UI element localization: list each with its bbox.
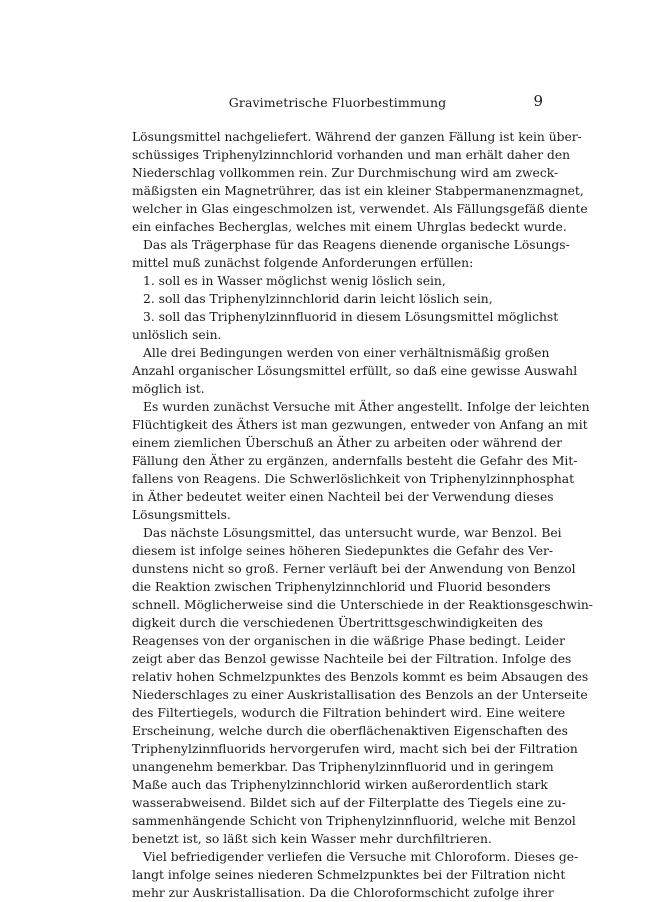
text-line: Flüchtigkeit des Äthers ist man gezwungen, entweder von Anfang an mit bbox=[132, 418, 588, 432]
list-item: 2. soll das Triphenylzinnchlorid darin leicht löslich sein, bbox=[143, 292, 493, 306]
text-line: relativ hohen Schmelzpunktes des Benzols kommt es beim Absaugen des bbox=[132, 670, 589, 684]
text-line: Lösungsmittels. bbox=[132, 508, 231, 522]
text-line: fallens von Reagens. Die Schwerlöslichkeit von Triphenylzinnphosphat bbox=[132, 472, 575, 486]
text-line: unangenehm bemerkbar. Das Triphenylzinnfluorid und in geringem bbox=[132, 760, 554, 774]
text-line: benetzt ist, so läßt sich kein Wasser mehr durchfiltrieren. bbox=[132, 832, 492, 846]
text-line: Erscheinung, welche durch die oberflächenaktiven Eigenschaften des bbox=[132, 724, 568, 738]
text-line: schüssiges Triphenylzinnchlorid vorhanden und man erhält daher den bbox=[132, 148, 571, 162]
text-line: die Reaktion zwischen Triphenylzinnchlorid und Fluorid besonders bbox=[132, 580, 551, 594]
text-line: unlöslich sein. bbox=[132, 328, 222, 342]
text-line: ein einfaches Becherglas, welches mit einem Uhrglas bedeckt wurde. bbox=[132, 220, 567, 234]
text-line: digkeit durch die verschiedenen Übertrittsgeschwindigkeiten des bbox=[132, 616, 543, 630]
page-header bbox=[132, 92, 543, 115]
running-title: Gravimetrische Fluorbestimmung bbox=[228, 95, 447, 110]
page-number: 9 bbox=[533, 92, 543, 110]
text-line: welcher in Glas eingeschmolzen ist, verwendet. Als Fällungsgefäß diente bbox=[132, 202, 588, 216]
text-line: Triphenylzinnfluorids hervorgerufen wird, macht sich bei der Filtration bbox=[132, 742, 578, 756]
text-line: mäßigsten ein Magnetrührer, das ist ein kleiner Stabpermanenzmagnet, bbox=[132, 184, 584, 198]
text-line: Das als Trägerphase für das Reagens dienende organische Lösungs- bbox=[143, 238, 570, 252]
text-line: diesem ist infolge seines höheren Siedepunktes die Gefahr des Ver- bbox=[132, 544, 554, 558]
text-line: einem ziemlichen Überschuß an Äther zu arbeiten oder während der bbox=[132, 436, 563, 450]
text-line: schnell. Möglicherweise sind die Unterschiede in der Reaktionsgeschwin- bbox=[132, 598, 593, 612]
text-line: Es wurden zunächst Versuche mit Äther angestellt. Infolge der leichten bbox=[143, 400, 590, 414]
text-line: mittel muß zunächst folgende Anforderungen erfüllen: bbox=[132, 256, 474, 270]
text-line: mehr zur Auskristallisation. Da die Chloroformschicht zufolge ihrer bbox=[132, 886, 554, 900]
text-line: Das nächste Lösungsmittel, das untersucht wurde, war Benzol. Bei bbox=[143, 526, 562, 540]
text-line: dunstens nicht so groß. Ferner verläuft bei der Anwendung von Benzol bbox=[132, 562, 576, 576]
text-line: langt infolge seines niederen Schmelzpunktes bei der Filtration nicht bbox=[132, 868, 566, 882]
text-line: Alle drei Bedingungen werden von einer verhältnismäßig großen bbox=[143, 346, 550, 360]
text-line: möglich ist. bbox=[132, 382, 205, 396]
text-line: Reagenses von der organischen in die wäßrige Phase bedingt. Leider bbox=[132, 634, 566, 648]
body-text bbox=[132, 128, 593, 902]
text-line: Niederschlages zu einer Auskristallisation des Benzols an der Unterseite bbox=[132, 688, 588, 702]
text-line: zeigt aber das Benzol gewisse Nachteile bei der Filtration. Infolge des bbox=[132, 652, 572, 666]
list-item: 1. soll es in Wasser möglichst wenig löslich sein, bbox=[143, 274, 446, 288]
text-line: Maße auch das Triphenylzinnchlorid wirken außerordentlich stark bbox=[132, 778, 548, 792]
text-line: Lösungsmittel nachgeliefert. Während der ganzen Fällung ist kein über- bbox=[132, 130, 582, 144]
text-line: des Filtertiegels, wodurch die Filtration behindert wird. Eine weitere bbox=[132, 706, 566, 720]
text-line: Anzahl organischer Lösungsmittel erfüllt, so daß eine gewisse Auswahl bbox=[132, 364, 578, 378]
text-line: Niederschlag vollkommen rein. Zur Durchmischung wird am zweck- bbox=[132, 166, 559, 180]
text-line: sammenhängende Schicht von Triphenylzinnfluorid, welche mit Benzol bbox=[132, 814, 576, 828]
text-line: in Äther bedeutet weiter einen Nachteil bei der Verwendung dieses bbox=[132, 490, 554, 504]
list-item: 3. soll das Triphenylzinnfluorid in diesem Lösungsmittel möglichst bbox=[143, 310, 559, 324]
text-line: wasserabweisend. Bildet sich auf der Filterplatte des Tiegels eine zu- bbox=[132, 796, 566, 810]
text-line: Viel befriedigender verliefen die Versuche mit Chloroform. Dieses ge- bbox=[143, 850, 579, 864]
text-line: Fällung den Äther zu ergänzen, andernfalls besteht die Gefahr des Mit- bbox=[132, 454, 578, 468]
